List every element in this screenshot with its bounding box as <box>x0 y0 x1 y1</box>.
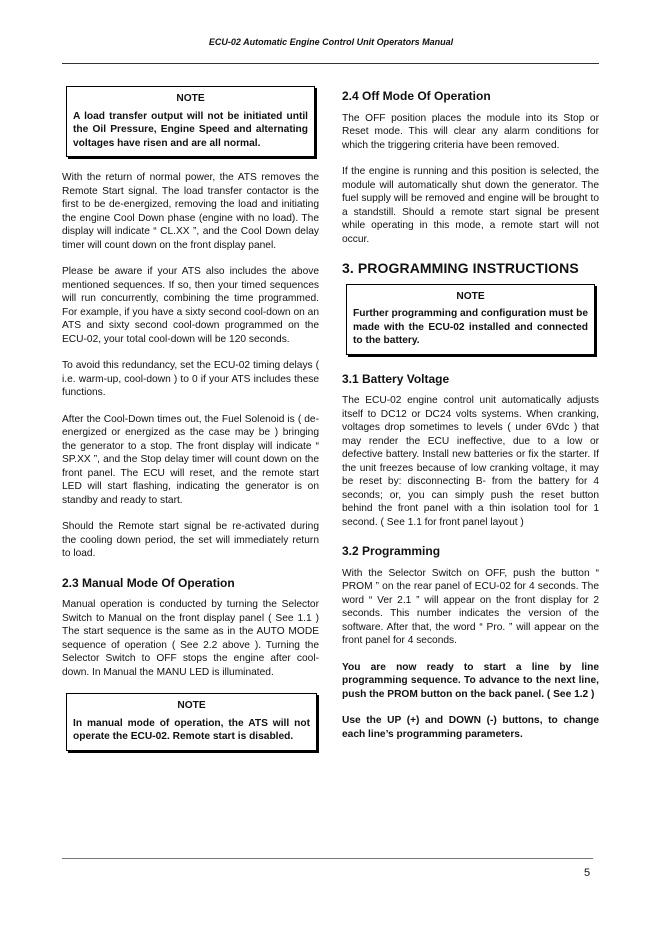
paragraph-normal-power: With the return of normal power, the ATS removes the Remote Start signal. The load transfer contactor is the first to be de-energized, removing the load and initiating the engine Cool Down phase (engine with no load). The display will indicate “ CL.XX ”, and the Cool Down delay timer will count down on the front display panel. <box>62 172 319 251</box>
left-column <box>62 86 319 751</box>
section-heading-3-2: 3.2 Programming <box>342 544 441 558</box>
section-heading-3-1: 3.1 Battery Voltage <box>342 371 450 386</box>
paragraph-up-down: Use the UP (+) and DOWN (-) buttons, to change each line’s programming parameters. <box>342 715 599 740</box>
note-title: NOTE <box>456 290 485 302</box>
note-title: NOTE <box>177 700 206 711</box>
footer-rule <box>62 858 593 859</box>
section-heading-2-3: 2.3 Manual Mode Of Operation <box>62 575 235 590</box>
note-load-transfer <box>66 86 315 157</box>
page-number: 5 <box>584 867 591 879</box>
paragraph-remote-start: Should the Remote start signal be re-activated during the cooling down period, the set will immediately return to load. <box>62 521 319 559</box>
paragraph-off-mode: The OFF position places the module into its Stop or Reset mode. This will clear any alarm conditions for which the triggering criteria have been removed. <box>342 112 599 151</box>
paragraph-redundancy: To avoid this redundancy, set the ECU-02 timing delays ( i.e. warm-up, cool-down ) to 0 if your ATS includes these functions. <box>62 360 319 398</box>
paragraph-battery-voltage: The ECU-02 engine control unit automatically adjusts itself to DC12 or DC24 volts systems. When cranking, voltages drop sometimes to levels ( under 6Vdc ) that may render the ECU ineffective, due to a low or defective battery. Install new batteries or fix the starter. If the unit freezes because of low cranking voltage, it may be reset by: disconnecting B- from the battery for 4 seconds; or, you can simply push the reset button behind the front panel with a thin isolation tool for 1 second. ( See 1.1 for front panel layout ) <box>342 395 599 528</box>
section-heading-2-4: 2.4 Off Mode Of Operation <box>342 89 491 103</box>
section-heading-3: 3. PROGRAMMING INSTRUCTIONS <box>342 260 579 276</box>
paragraph-manual-mode: Manual operation is conducted by turning the Selector Switch to Manual on the front display panel ( See 1.1 ) The start sequence is the same as in the AUTO MODE sequence of operation ( See 2.2 above ). Turning the Selector Switch to OFF stops the engine after cool-down. In Manual the MANU LED is illuminated. <box>62 599 319 678</box>
note-body: A load transfer output will not be initiated until the Oil Pressure, Engine Speed and alternating voltages have risen and are all normal. <box>73 110 308 149</box>
note-body: In manual mode of operation, the ATS will not operate the ECU-02. Remote start is disabled. <box>73 717 310 742</box>
paragraph-engine-running: If the engine is running and this position is selected, the module will automatically shut down the generator. The fuel supply will be removed and engine will be brought to a standstill. Should a remote start signal be present while operating in this mode, a remote start will not occur. <box>342 166 599 245</box>
paragraph-programming: With the Selector Switch on OFF, push the button “ PROM ” on the rear panel of ECU-02 for 4 seconds. The word “ Ver 2.1 ” will appear on the front display for 2 seconds. This number indicates the version of the software. After that, the word “ Pro. ” will appear on the front panel for 4 seconds. <box>342 567 599 646</box>
note-body: Further programming and configuration must be made with the ECU-02 installed and connected to the battery. <box>353 308 588 346</box>
paragraph-line-by-line: You are now ready to start a line by line programming sequence. To advance to the next line, push the PROM button on the back panel. ( See 1.2 ) <box>342 661 599 700</box>
paragraph-cool-down: After the Cool-Down times out, the Fuel Solenoid is ( de-energized or energized as the case may be ) bringing the generator to a stop. The front display will indicate “ SP.XX ”, and the Stop delay timer will count down on the front panel. The ECU will reset, and the remote start LED will start flashing, indicating the generator is on standby and ready to start. <box>62 413 319 506</box>
note-programming <box>346 284 595 355</box>
header-rule <box>62 63 599 64</box>
right-column <box>342 90 599 754</box>
note-manual-mode <box>66 693 317 751</box>
page-header: ECU-02 Automatic Engine Control Unit Operators Manual <box>208 37 454 47</box>
note-title: NOTE <box>176 93 205 104</box>
paragraph-ats-aware: Please be aware if your ATS also includes the above mentioned sequences. If so, then your timed sequences will run concurrently, combining the time programmed. For example, if you have a sixty second cool-down on an ATS and sixty second cool-down programmed on the ECU-02, your total cool-down will be 120 seconds. <box>62 266 319 345</box>
